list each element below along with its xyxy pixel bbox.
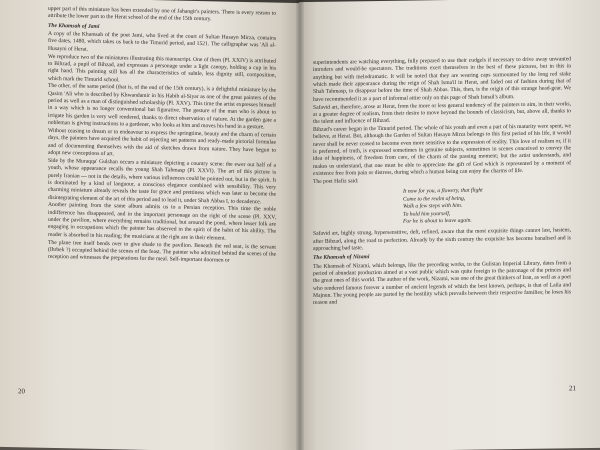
right-page-text bbox=[313, 56, 571, 308]
paragraph: Side by the Muraqqa' Gulshan occurs a miniature depicting a country scene: the ewer out half of a youth, whose appearance recalls the young Shah Tahmasp (Pl. XXVI). The art of this picture is purely Iranian — not in the details, where various influences could be pointed out, but in the spirit. It is dominated by a kind of languour, a conscious elegance combined with sensibility. This very charming miniature already reveals the taste for grace and prettiness which was later to become the disintegrating element of the art of this period and to lead it, under Shah Abbas I, to decadence. bbox=[48, 157, 276, 205]
verse-line: Walk a few steps with him. bbox=[403, 202, 463, 210]
paragraph: Safavid art, therefore, arose at Herat, from the more or less general tendency of the painters to aim, in their works, at a greater degree of realism, from their desire to move beyond the bounds of classicism, but, above all, thanks to the talent and influence of Bihzad. bbox=[313, 100, 571, 126]
book-gutter bbox=[296, 0, 304, 450]
paragraph: The other, of the same period (that is, of the end of the 15th century), is a delightful miniature by the Qasim 'Ali who is described by Khwandamir in his Habib al-Siyar as one of the great painters of the period as well as a man of distinguished scholarship (Pl. XXV). This time the artist expresses himself in a way which is no longer conventional but figurative. The gesture of the man who is about to irrigate his garden is very well rendered, thanks to direct observation of nature. At the garden gate a nobleman is giving instructions to a gardener, who looks at him and moves his hand in a gesture. bbox=[48, 83, 276, 131]
section-heading: The Khamsah of Nizami bbox=[313, 254, 370, 262]
paragraph: Without ceasing to dream or to endeavour to express the springtime, beauty and the charm of certain days, the painters have acquired the habit of rejecting set patterns and ready-made pictorial formulae and of documenting themselves with the aid of sketches drawn from nature. They have begun to adopt new conceptions of art. bbox=[48, 127, 276, 158]
paragraph: superintendents are watching everything, fully prepared to use their cudgels if necessary to drive away unwanted intruders and would-be spectators. The traditions exert themselves in the best of these pictures, but in this in anything but with melodramatic. It will be noted that they are wearing caps surmounted by the long red stake which made their appearance during the reign of Shah Isma'il in Herat, and faded out of fashion during that of Shah Tahmasp, to disappear before the time of Shah Abbas. This, then, is the origin of this strange head-gear. We have recommended it as a part of informal attire only on this page of Shah Ismail's album. bbox=[313, 56, 571, 103]
paragraph: The poet Hafiz said: bbox=[313, 178, 359, 185]
verse-line: For he is about to leave again. bbox=[403, 217, 472, 225]
verse-line: To hold him yourself, bbox=[403, 210, 451, 218]
paragraph: The plane tree itself bends over to give shade to the pavilion. Beneath the red seat, is the servant (Ihrbek ?) occupied behind the scenes of the feast. The painter who admitted behind the scenes of the reception and witnesses the preparations for the meal. Self-important doormen or bbox=[48, 239, 276, 265]
verse-line: Come to the realm of being, bbox=[403, 195, 466, 203]
right-page bbox=[299, 0, 600, 450]
paragraph: A copy of the Khamsah of the poet Jami, who lived at the court of Sultan Husayn Mirza, contains five dates, 1480, which takes us back to the Timurid period, and 1521. The calligrapher was 'Ali al-Husayni of Herat. bbox=[48, 30, 276, 53]
paragraph: upper part of this miniature has been extended by one of Jahangir's painters. There is every reason to attribute the lower part to the Herat school of the end of the 15th century. bbox=[48, 5, 276, 23]
paragraph: Another painting from the same album admits us to a Persian reception. This time the noble indifference has disappeared, and in the important personage on the right of the scene (Pl. XXV, under the pavilion, where everything remains traditional, but around the pond, where lesser folk are engaging in occupations which the painter has observed in the spirit of the habit of his ability. The reader is absorbed in his reading; the musicians at the right are in their element. bbox=[48, 202, 276, 242]
left-page-text bbox=[48, 6, 276, 267]
paragraph: Safavid art, highly strung, hypersensitive, deft, refined, aware that the most exquisite things cannot last, hastens, after Bihzad, along the road to perfection. Already by the sixth century the exquisite has become banalised and is approaching bad taste. bbox=[313, 227, 571, 252]
paragraph: Bihzad's career began in the Timurid period. The whole of his youth and even a part of his maturity were spent, we believe, at Herat. But, although the Garden of Sultan Husayn Mirza belongs to this first period of his life, it would never shall be never ceased to become even more sensitive to the expression of reality. This love of realism or, if it is preferred, of truth, is expressed sometimes in genuine subjects, sometimes in scenes conceived to convey the idea of happiness, of freedom from care, of the charm of the passing moment; but the artist understands, and makes us understand, that one must be able to appreciate the gift of God which is represented by a moment of existence free from pain or distress, during which a human being can enjoy the charms of life. bbox=[313, 123, 571, 178]
page-number-left: 20 bbox=[18, 387, 25, 396]
poem-quotation bbox=[403, 187, 571, 226]
paragraph: The Khamsah of Nizami, which belongs, like the preceding works, to the Gulistan Imperial Library, dates from a period of abundant production aimed at a vast public which was quite foreign to the patronage of the princes and the great ones of this world. The author of the work, Nizami, was one of the great thinkers of Iran, as well as a poet who rendered famous forever a number of ancient legends of which the best known, perhaps, is that of Laila and Majnun. The young people are parted by the hostility which prevails between their respective families; he loses his reason and bbox=[313, 259, 571, 307]
paragraph: We reproduce two of the miniatures illustrating this manuscript. One of them (Pl. XXIV) is attributed to Bihzad, a pupil of Bihzad, and expresses a personage under a light canopy, holding a cup in his right hand. This painting still has all the characteristics of subtle, less dignity still, composition, which mark the Timurid school. bbox=[48, 53, 276, 83]
section-heading: The Khamsah of Jami bbox=[48, 22, 100, 30]
page-number-right: 21 bbox=[569, 384, 576, 393]
verse-line: It now for you, a flowery, that flight bbox=[403, 187, 483, 195]
